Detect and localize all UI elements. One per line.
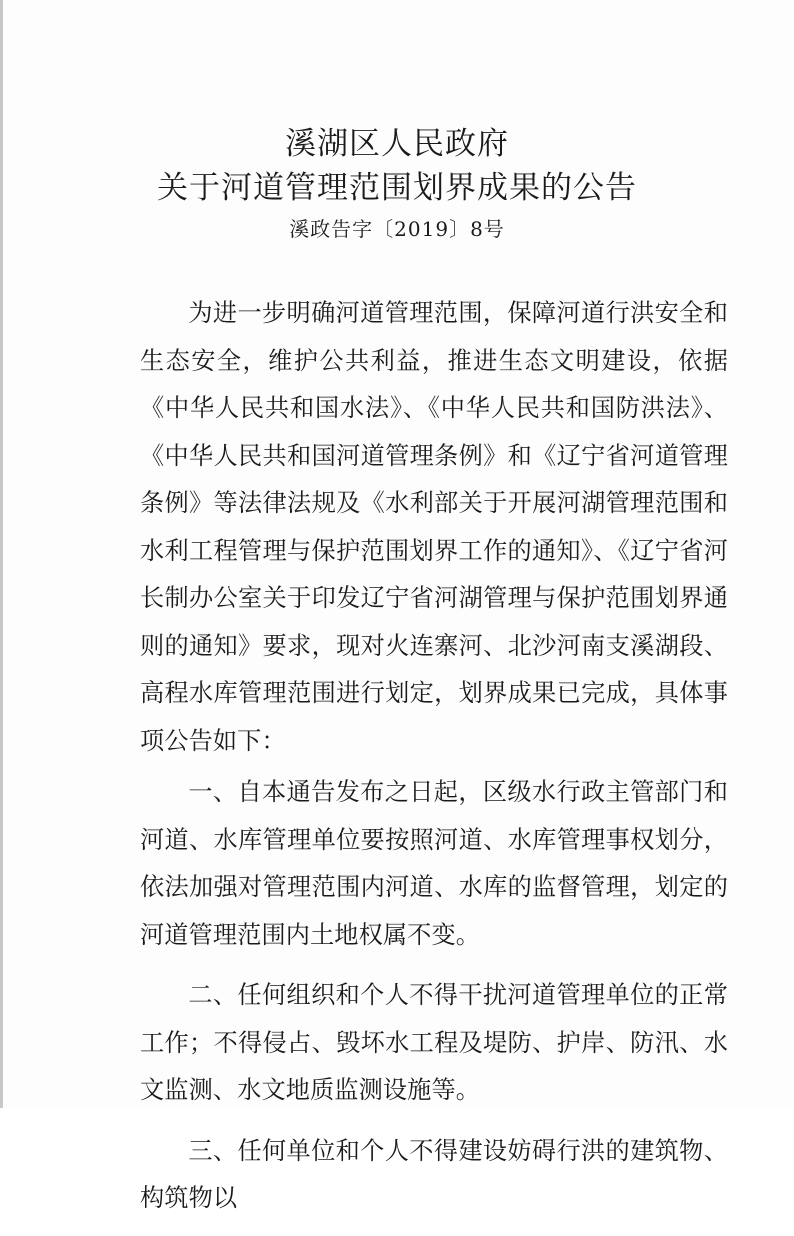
body-text [140,290,728,1236]
document-number: 溪政告字〔2019〕8号 [289,217,505,241]
paragraph-item-3: 三、任何单位和个人不得建设妨碍行洪的建筑物、构筑物以 [140,1136,728,1212]
paragraph-item-2: 二、任何组织和个人不得干扰河道管理单位的正常工作；不得侵占、毁坏水工程及堤防、护岸、防汛、水文监测、水文地质监测设施等。 [140,981,728,1104]
issuer-title: 溪湖区人民政府 [285,126,509,162]
announcement-title: 关于河道管理范围划界成果的公告 [157,170,637,206]
paragraph-item-1: 一、自本通告发布之日起，区级水行政主管部门和河道、水库管理单位要按照河道、水库管理事权划分，依法加强对管理范围内河道、水库的监督管理，划定的河道管理范围内土地权属不变。 [140,778,728,949]
paragraph-intro: 为进一步明确河道管理范围，保障河道行洪安全和生态安全，维护公共利益，推进生态文明建设，依据《中华人民共和国水法》、《中华人民共和国防洪法》、《中华人民共和国河道管理条例》和《辽宁省河道管理条例》等法律法规及《水利部关于开展河湖管理范围和水利工程管理与保护范围划界工作的通知》、《辽宁省河长制办公室关于印发辽宁省河湖管理与保护范围划界通则的通知》要求，现对火连寨河、北沙河南支溪湖段、高程水库管理范围进行划定，划界成果已完成，具体事项公告如下： [140,299,728,755]
title-block [0,122,794,244]
